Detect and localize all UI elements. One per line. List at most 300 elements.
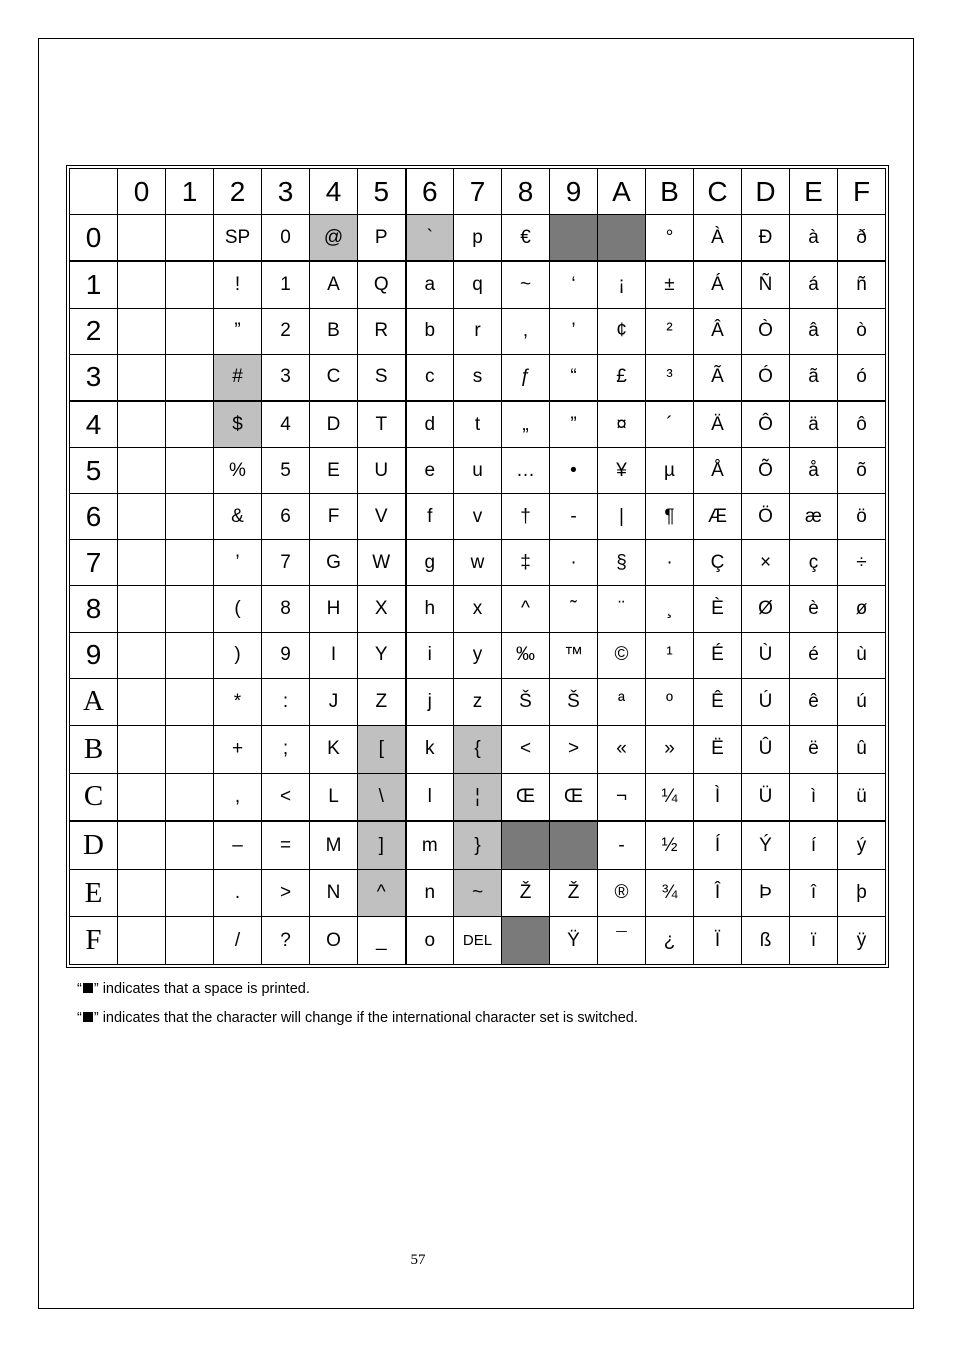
code-cell: ¡ bbox=[598, 261, 646, 308]
code-cell: i bbox=[406, 632, 454, 678]
code-cell: ‡ bbox=[502, 540, 550, 586]
row-header: 9 bbox=[70, 632, 118, 678]
column-header: 4 bbox=[310, 169, 358, 215]
code-cell: Š bbox=[550, 678, 598, 725]
code-cell: ¦ bbox=[454, 773, 502, 821]
code-cell bbox=[118, 308, 166, 354]
code-cell: ™ bbox=[550, 632, 598, 678]
code-cell: u bbox=[454, 448, 502, 494]
code-cell: ˜ bbox=[550, 586, 598, 632]
code-cell: e bbox=[406, 448, 454, 494]
code-cell: º bbox=[646, 678, 694, 725]
code-cell: ò bbox=[838, 308, 886, 354]
code-cell: ö bbox=[838, 494, 886, 540]
code-cell: Ò bbox=[742, 308, 790, 354]
code-cell: b bbox=[406, 308, 454, 354]
row-header: F bbox=[70, 917, 118, 965]
code-cell: , bbox=[214, 773, 262, 821]
code-cell: µ bbox=[646, 448, 694, 494]
code-cell: x bbox=[454, 586, 502, 632]
code-cell: P bbox=[358, 215, 406, 262]
code-cell: Ž bbox=[502, 869, 550, 916]
code-cell: ^ bbox=[502, 586, 550, 632]
code-cell: ã bbox=[790, 354, 838, 401]
code-cell: ~ bbox=[454, 869, 502, 916]
code-cell: „ bbox=[502, 401, 550, 448]
code-cell: n bbox=[406, 869, 454, 916]
code-cell bbox=[166, 632, 214, 678]
code-cell: Z bbox=[358, 678, 406, 725]
code-cell: ý bbox=[838, 821, 886, 869]
code-cell: á bbox=[790, 261, 838, 308]
code-cell: @ bbox=[310, 215, 358, 262]
code-cell bbox=[166, 678, 214, 725]
table-row bbox=[70, 726, 886, 773]
code-cell: > bbox=[262, 869, 310, 916]
code-cell: V bbox=[358, 494, 406, 540]
code-cell: ÷ bbox=[838, 540, 886, 586]
code-cell: m bbox=[406, 821, 454, 869]
code-cell: * bbox=[214, 678, 262, 725]
code-cell: Ý bbox=[742, 821, 790, 869]
code-cell: ¼ bbox=[646, 773, 694, 821]
row-header: 4 bbox=[70, 401, 118, 448]
code-cell: ± bbox=[646, 261, 694, 308]
code-cell: [ bbox=[358, 726, 406, 773]
column-header: 5 bbox=[358, 169, 406, 215]
row-header: A bbox=[70, 678, 118, 725]
code-cell: k bbox=[406, 726, 454, 773]
code-cell: X bbox=[358, 586, 406, 632]
code-cell: & bbox=[214, 494, 262, 540]
code-cell: Þ bbox=[742, 869, 790, 916]
code-cell: H bbox=[310, 586, 358, 632]
code-cell: è bbox=[790, 586, 838, 632]
code-cell bbox=[550, 215, 598, 262]
code-cell: Û bbox=[742, 726, 790, 773]
code-cell: Ó bbox=[742, 354, 790, 401]
code-cell: d bbox=[406, 401, 454, 448]
table-row bbox=[70, 308, 886, 354]
table-row bbox=[70, 678, 886, 725]
code-cell: « bbox=[598, 726, 646, 773]
code-cell bbox=[166, 586, 214, 632]
code-cell: Ø bbox=[742, 586, 790, 632]
code-cell: 3 bbox=[262, 354, 310, 401]
code-cell: 4 bbox=[262, 401, 310, 448]
code-cell: ¾ bbox=[646, 869, 694, 916]
code-cell bbox=[166, 540, 214, 586]
character-code-table bbox=[69, 168, 886, 965]
code-cell: Ê bbox=[694, 678, 742, 725]
code-cell: É bbox=[694, 632, 742, 678]
code-cell: ô bbox=[838, 401, 886, 448]
code-cell: 2 bbox=[262, 308, 310, 354]
row-header: 2 bbox=[70, 308, 118, 354]
code-cell: ” bbox=[214, 308, 262, 354]
code-cell: ] bbox=[358, 821, 406, 869]
code-cell: Î bbox=[694, 869, 742, 916]
column-header: B bbox=[646, 169, 694, 215]
code-cell bbox=[550, 821, 598, 869]
note-space-printed: “ ” indicates that a space is printed. bbox=[77, 981, 310, 997]
code-cell: Ì bbox=[694, 773, 742, 821]
code-cell: © bbox=[598, 632, 646, 678]
code-cell bbox=[118, 869, 166, 916]
code-cell: W bbox=[358, 540, 406, 586]
code-cell bbox=[118, 586, 166, 632]
code-cell: † bbox=[502, 494, 550, 540]
code-cell bbox=[166, 726, 214, 773]
code-cell bbox=[166, 308, 214, 354]
column-header: 2 bbox=[214, 169, 262, 215]
code-cell bbox=[166, 215, 214, 262]
code-cell: » bbox=[646, 726, 694, 773]
code-cell: - bbox=[550, 494, 598, 540]
code-cell bbox=[166, 773, 214, 821]
code-cell: { bbox=[454, 726, 502, 773]
table-row bbox=[70, 354, 886, 401]
black-square-icon bbox=[83, 983, 93, 993]
code-cell: j bbox=[406, 678, 454, 725]
column-header: C bbox=[694, 169, 742, 215]
code-cell bbox=[118, 448, 166, 494]
code-cell: $ bbox=[214, 401, 262, 448]
column-header: 0 bbox=[118, 169, 166, 215]
code-cell: t bbox=[454, 401, 502, 448]
code-cell bbox=[118, 726, 166, 773]
code-cell: ³ bbox=[646, 354, 694, 401]
code-cell: È bbox=[694, 586, 742, 632]
code-cell: T bbox=[358, 401, 406, 448]
code-cell: ; bbox=[262, 726, 310, 773]
code-cell: y bbox=[454, 632, 502, 678]
table-row bbox=[70, 821, 886, 869]
code-cell: Ž bbox=[550, 869, 598, 916]
table-row bbox=[70, 586, 886, 632]
code-cell: f bbox=[406, 494, 454, 540]
code-cell bbox=[166, 354, 214, 401]
column-header: D bbox=[742, 169, 790, 215]
code-cell bbox=[166, 494, 214, 540]
code-cell: K bbox=[310, 726, 358, 773]
code-cell: p bbox=[454, 215, 502, 262]
code-cell: ¿ bbox=[646, 917, 694, 965]
code-cell: ‰ bbox=[502, 632, 550, 678]
row-header: 8 bbox=[70, 586, 118, 632]
code-cell: ï bbox=[790, 917, 838, 965]
black-square-icon bbox=[83, 1012, 93, 1022]
code-cell: Ï bbox=[694, 917, 742, 965]
code-cell: G bbox=[310, 540, 358, 586]
code-cell: Â bbox=[694, 308, 742, 354]
code-cell: 7 bbox=[262, 540, 310, 586]
code-cell: \ bbox=[358, 773, 406, 821]
code-cell: ¨ bbox=[598, 586, 646, 632]
code-cell: à bbox=[790, 215, 838, 262]
code-cell: Ô bbox=[742, 401, 790, 448]
code-cell: ç bbox=[790, 540, 838, 586]
code-cell: ‚ bbox=[502, 308, 550, 354]
code-cell: g bbox=[406, 540, 454, 586]
code-cell: < bbox=[502, 726, 550, 773]
code-cell bbox=[166, 261, 214, 308]
code-cell: U bbox=[358, 448, 406, 494]
code-cell: þ bbox=[838, 869, 886, 916]
code-cell: r bbox=[454, 308, 502, 354]
code-cell: Ð bbox=[742, 215, 790, 262]
code-cell bbox=[502, 917, 550, 965]
code-cell: ¹ bbox=[646, 632, 694, 678]
code-cell: – bbox=[214, 821, 262, 869]
table-row bbox=[70, 773, 886, 821]
code-cell: ü bbox=[838, 773, 886, 821]
code-cell: # bbox=[214, 354, 262, 401]
code-cell: ª bbox=[598, 678, 646, 725]
code-cell: • bbox=[550, 448, 598, 494]
column-header: 7 bbox=[454, 169, 502, 215]
code-cell: 5 bbox=[262, 448, 310, 494]
code-cell: ( bbox=[214, 586, 262, 632]
code-cell: ð bbox=[838, 215, 886, 262]
code-cell: w bbox=[454, 540, 502, 586]
code-cell bbox=[118, 540, 166, 586]
column-header: E bbox=[790, 169, 838, 215]
code-cell: v bbox=[454, 494, 502, 540]
code-cell: ÿ bbox=[838, 917, 886, 965]
row-header: E bbox=[70, 869, 118, 916]
row-header: C bbox=[70, 773, 118, 821]
code-cell: Å bbox=[694, 448, 742, 494]
code-cell: + bbox=[214, 726, 262, 773]
code-cell: - bbox=[598, 821, 646, 869]
code-cell: § bbox=[598, 540, 646, 586]
code-cell: ê bbox=[790, 678, 838, 725]
code-cell: Í bbox=[694, 821, 742, 869]
code-cell bbox=[502, 821, 550, 869]
code-cell: é bbox=[790, 632, 838, 678]
code-cell: ‘ bbox=[550, 261, 598, 308]
code-cell: Õ bbox=[742, 448, 790, 494]
code-cell: = bbox=[262, 821, 310, 869]
code-cell bbox=[166, 448, 214, 494]
code-cell: û bbox=[838, 726, 886, 773]
code-cell bbox=[118, 821, 166, 869]
code-cell: Q bbox=[358, 261, 406, 308]
code-cell: ë bbox=[790, 726, 838, 773]
code-cell: h bbox=[406, 586, 454, 632]
code-cell: ’ bbox=[550, 308, 598, 354]
column-header: 1 bbox=[166, 169, 214, 215]
code-cell: } bbox=[454, 821, 502, 869]
code-cell: Œ bbox=[550, 773, 598, 821]
code-cell: Ù bbox=[742, 632, 790, 678]
table-row bbox=[70, 869, 886, 916]
code-cell: c bbox=[406, 354, 454, 401]
code-cell: N bbox=[310, 869, 358, 916]
code-cell: 6 bbox=[262, 494, 310, 540]
row-header: 3 bbox=[70, 354, 118, 401]
code-cell: ñ bbox=[838, 261, 886, 308]
code-cell: ¢ bbox=[598, 308, 646, 354]
code-cell: ß bbox=[742, 917, 790, 965]
code-cell: ½ bbox=[646, 821, 694, 869]
code-cell: ø bbox=[838, 586, 886, 632]
code-cell: z bbox=[454, 678, 502, 725]
character-code-table-container bbox=[66, 165, 889, 968]
code-cell: F bbox=[310, 494, 358, 540]
code-cell: M bbox=[310, 821, 358, 869]
table-row bbox=[70, 215, 886, 262]
row-header: 6 bbox=[70, 494, 118, 540]
code-cell: Ú bbox=[742, 678, 790, 725]
code-cell bbox=[118, 773, 166, 821]
code-cell: ì bbox=[790, 773, 838, 821]
code-cell: o bbox=[406, 917, 454, 965]
code-cell: S bbox=[358, 354, 406, 401]
code-cell: Ÿ bbox=[550, 917, 598, 965]
code-cell bbox=[166, 401, 214, 448]
code-cell: Ö bbox=[742, 494, 790, 540]
code-cell: õ bbox=[838, 448, 886, 494]
code-cell: 8 bbox=[262, 586, 310, 632]
column-header-row bbox=[70, 169, 886, 215]
code-cell: “ bbox=[550, 354, 598, 401]
code-cell: / bbox=[214, 917, 262, 965]
code-cell: ¥ bbox=[598, 448, 646, 494]
code-cell bbox=[118, 215, 166, 262]
code-cell: ¤ bbox=[598, 401, 646, 448]
code-cell: J bbox=[310, 678, 358, 725]
code-cell: Æ bbox=[694, 494, 742, 540]
code-cell bbox=[118, 678, 166, 725]
code-cell: . bbox=[214, 869, 262, 916]
table-row bbox=[70, 401, 886, 448]
code-cell bbox=[166, 869, 214, 916]
table-row bbox=[70, 494, 886, 540]
code-cell: ? bbox=[262, 917, 310, 965]
row-header: D bbox=[70, 821, 118, 869]
code-cell: DEL bbox=[454, 917, 502, 965]
row-header: 7 bbox=[70, 540, 118, 586]
code-cell: : bbox=[262, 678, 310, 725]
table-row bbox=[70, 540, 886, 586]
code-cell: a bbox=[406, 261, 454, 308]
code-cell: Ã bbox=[694, 354, 742, 401]
code-cell: â bbox=[790, 308, 838, 354]
code-cell: ¬ bbox=[598, 773, 646, 821]
code-cell: ! bbox=[214, 261, 262, 308]
code-cell bbox=[166, 821, 214, 869]
code-cell: ² bbox=[646, 308, 694, 354]
row-header: 5 bbox=[70, 448, 118, 494]
code-cell bbox=[118, 632, 166, 678]
code-cell: A bbox=[310, 261, 358, 308]
code-cell: ` bbox=[406, 215, 454, 262]
table-row bbox=[70, 632, 886, 678]
code-cell: ) bbox=[214, 632, 262, 678]
legend-notes bbox=[77, 975, 638, 1033]
column-header: F bbox=[838, 169, 886, 215]
code-cell: æ bbox=[790, 494, 838, 540]
code-cell bbox=[118, 917, 166, 965]
code-cell: Š bbox=[502, 678, 550, 725]
row-header: B bbox=[70, 726, 118, 773]
code-cell: l bbox=[406, 773, 454, 821]
code-cell: SP bbox=[214, 215, 262, 262]
code-cell: Á bbox=[694, 261, 742, 308]
code-cell: ú bbox=[838, 678, 886, 725]
code-cell: | bbox=[598, 494, 646, 540]
note-international-set: “ ” indicates that the character will change if the international character set is switched. bbox=[77, 1010, 638, 1026]
code-cell: B bbox=[310, 308, 358, 354]
code-cell bbox=[118, 494, 166, 540]
table-row bbox=[70, 917, 886, 965]
code-cell: Ç bbox=[694, 540, 742, 586]
code-cell: Œ bbox=[502, 773, 550, 821]
column-header: A bbox=[598, 169, 646, 215]
code-cell: å bbox=[790, 448, 838, 494]
code-cell: O bbox=[310, 917, 358, 965]
column-header: 6 bbox=[406, 169, 454, 215]
code-cell: € bbox=[502, 215, 550, 262]
code-cell: ¶ bbox=[646, 494, 694, 540]
code-cell: C bbox=[310, 354, 358, 401]
code-cell: ° bbox=[646, 215, 694, 262]
column-header: 3 bbox=[262, 169, 310, 215]
page-number: 57 bbox=[410, 1252, 426, 1268]
code-cell: _ bbox=[358, 917, 406, 965]
code-cell: q bbox=[454, 261, 502, 308]
code-cell: ¯ bbox=[598, 917, 646, 965]
table-row bbox=[70, 261, 886, 308]
code-cell bbox=[118, 261, 166, 308]
code-cell: s bbox=[454, 354, 502, 401]
code-cell bbox=[598, 215, 646, 262]
table-row bbox=[70, 448, 886, 494]
row-header: 0 bbox=[70, 215, 118, 262]
code-cell: À bbox=[694, 215, 742, 262]
code-cell: … bbox=[502, 448, 550, 494]
code-cell: Y bbox=[358, 632, 406, 678]
code-cell: ä bbox=[790, 401, 838, 448]
code-cell: Ü bbox=[742, 773, 790, 821]
code-cell: ~ bbox=[502, 261, 550, 308]
code-cell: ƒ bbox=[502, 354, 550, 401]
code-cell: ® bbox=[598, 869, 646, 916]
code-cell bbox=[166, 917, 214, 965]
code-cell: E bbox=[310, 448, 358, 494]
code-cell: R bbox=[358, 308, 406, 354]
code-cell: · bbox=[550, 540, 598, 586]
code-cell: ^ bbox=[358, 869, 406, 916]
code-cell: % bbox=[214, 448, 262, 494]
code-cell: Ä bbox=[694, 401, 742, 448]
code-cell: ¸ bbox=[646, 586, 694, 632]
code-cell: D bbox=[310, 401, 358, 448]
code-cell: î bbox=[790, 869, 838, 916]
code-cell: ´ bbox=[646, 401, 694, 448]
code-cell: 0 bbox=[262, 215, 310, 262]
code-cell: · bbox=[646, 540, 694, 586]
code-cell: Ë bbox=[694, 726, 742, 773]
code-cell: I bbox=[310, 632, 358, 678]
code-cell: í bbox=[790, 821, 838, 869]
code-cell: × bbox=[742, 540, 790, 586]
code-cell: > bbox=[550, 726, 598, 773]
code-cell: 9 bbox=[262, 632, 310, 678]
code-cell: ó bbox=[838, 354, 886, 401]
